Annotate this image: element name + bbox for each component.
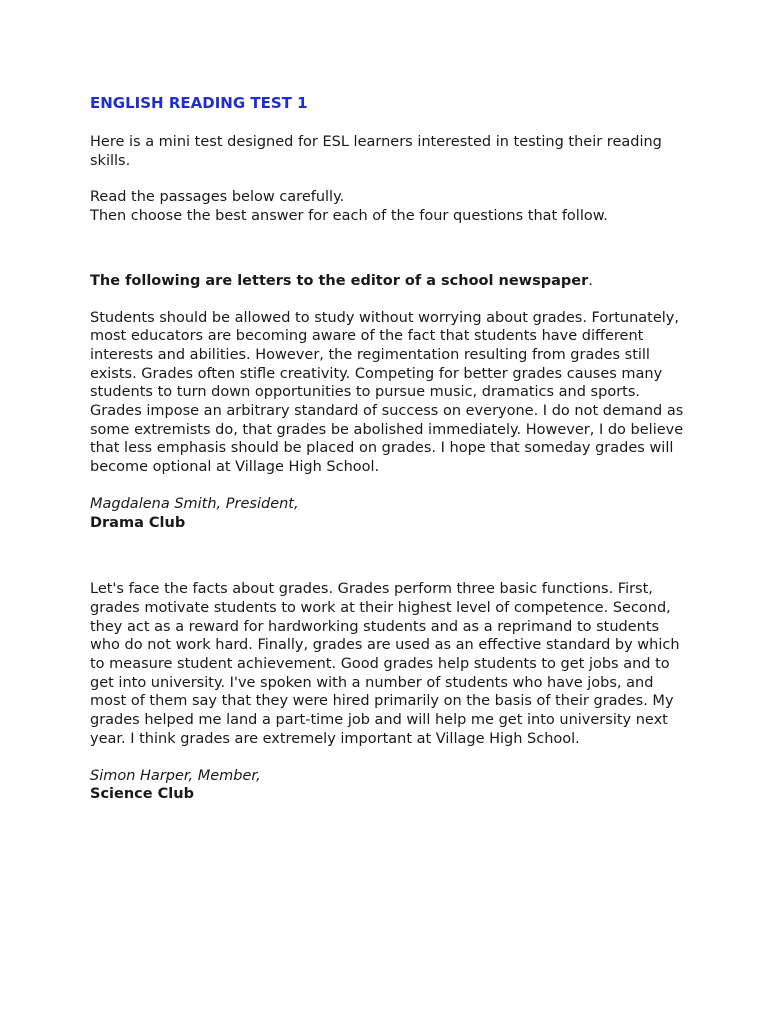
- signature-club: Science Club: [90, 786, 194, 803]
- instruction-line: Then choose the best answer for each of the four questions that follow.: [90, 208, 608, 225]
- instructions-block: [90, 188, 690, 225]
- signature-author: Simon Harper, Member,: [90, 767, 261, 784]
- letter-signature: [90, 495, 690, 532]
- signature-club: Drama Club: [90, 514, 186, 531]
- section-heading-text: The following are letters to the editor of a school newspaper: [90, 272, 589, 289]
- section-heading: [90, 272, 690, 291]
- section-heading-period: .: [588, 272, 593, 289]
- signature-author: Magdalena Smith, President,: [90, 495, 299, 512]
- intro-paragraph: Here is a mini test designed for ESL learners interested in testing their reading skills.: [90, 134, 662, 169]
- reading-test-document: [90, 93, 690, 804]
- letter-body: Let's face the facts about grades. Grades perform three basic functions. First, grades motivate students to work at their highest level of competence. Second, they act as a reward for hardworking students and as a reprimand to students who do not work hard. Finally, grades are used as an effective standard by which to measure student achievement. Good grades help students to get jobs and to get into university. I've spoken with a number of students who have jobs, and most of them say that they were hired primarily on the basis of their grades. My grades helped me land a part-time job and will help me get into university next year. I think grades are extremely important at Village High School.: [90, 581, 680, 747]
- letter-body: Students should be allowed to study without worrying about grades. Fortunately, most educators are becoming aware of the fact that students have different interests and abilities. However, the regimentation resulting from grades still exists. Grades often stifle creativity. Competing for better grades causes many students to turn down opportunities to pursue music, dramatics and sports. Grades impose an arbitrary standard of success on everyone. I do not demand as some extremists do, that grades be abolished immediately. However, I do believe that less emphasis should be placed on grades. I hope that someday grades will become optional at Village High School.: [90, 309, 684, 476]
- letter-signature: [90, 767, 690, 804]
- instruction-line: Read the passages below carefully.: [90, 189, 345, 206]
- document-title: ENGLISH READING TEST 1: [90, 94, 308, 112]
